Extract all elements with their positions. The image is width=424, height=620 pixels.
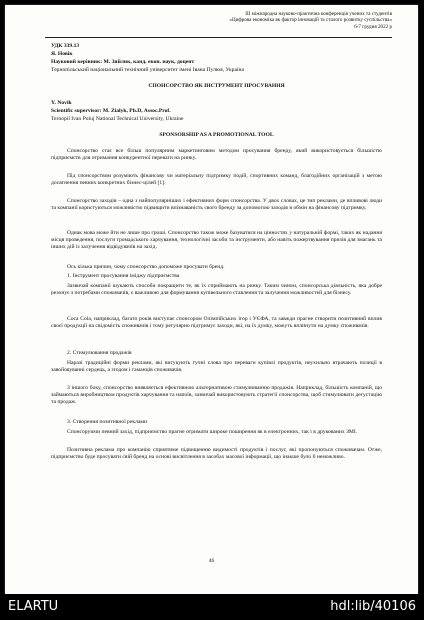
supervisor-en: Scientific supervisor: M. Zialyk, Ph.D, Assoc.Prof. bbox=[51, 108, 171, 114]
conference-date: 6-7 грудня 2022 р bbox=[354, 23, 392, 30]
title-ua: СПОНСОРСТВО ЯК ІНСТРУМЕНТ ПРОСУВАННЯ bbox=[148, 83, 285, 89]
udk-code: УДК 339.13 bbox=[51, 43, 80, 49]
paragraph-2: Під спонсорством розуміють фінансову чи матеріальну підтримку подій, спортивних команд, благодійних організацій з метою досягнення певних конкретних бізнес-цілей [1]. bbox=[51, 173, 382, 187]
paragraph-10: Спонсоруючи певний захід, підприємство прагне отримати широке поширення як в електронних, так і в друкованих ЗМІ. bbox=[67, 429, 358, 435]
supervisor-ua: Науковий керівник: М. Зяйлик, канд. екон. наук, доцент bbox=[51, 59, 195, 65]
paragraph-4: Однак мова може йти не лише про гроші. Спонсорство також може базуватися на цінностях у натуральній формі, таких як надання місця проведення, послуги громадського харчування, технологічні засоби та інструменти, або навіть пожертвування призів для змагань та інших дій із залучення відвідувачів на захід. bbox=[51, 230, 382, 251]
paragraph-7: Coca Cola, наприклад, багато років виступає спонсором Олімпійських ігор і УЄФА, та завжди прагне створити позитивний вплив своєї продукції на свідомість споживачів і тому регулярно підтримує заходи, які, на їх думку, можуть вплинути на думку споживачів. bbox=[51, 316, 382, 330]
paragraph-9: З іншого боку, спонсорство виявляється ефективною альтернативою стимулюванню продажів. Наприклад, більшість компаній, що займаються виробництвом продуктів харчування та напоїв, зазвичай використовують стратегії спонсорства, щоб стимулювати дегустацію та продаж. bbox=[51, 385, 382, 406]
paragraph-5: Ось кілька причин, чому спонсорство допоможе просувати бренд. bbox=[67, 264, 225, 270]
section-heading-1: 1. Інструмент просування іміджу підприємства bbox=[67, 273, 180, 279]
section-heading-3: 3. Створення позитивної реклами bbox=[67, 419, 147, 425]
repository-footer bbox=[0, 594, 424, 620]
paragraph-3: Спонсорство заходів – одна з найпопулярніших і ефективних форм спонсорства. У двох словах, це тип реклами, де впливові люди та компанії користуються можливістю підвищити впізнаваність свого бренду за допомогою заходів в обмін на фінансову підтримку. bbox=[51, 198, 382, 212]
document-page bbox=[5, 5, 418, 594]
page-number: 46 bbox=[208, 558, 215, 564]
footer-repository-name: ELARTU bbox=[8, 599, 59, 614]
affiliation-ua: Тернопільський національний технічний університет імені Івана Пулюя, Україна bbox=[51, 67, 244, 73]
header-divider bbox=[45, 37, 392, 38]
conference-header bbox=[112, 11, 392, 30]
author-en: Y. Novik bbox=[51, 100, 72, 106]
paragraph-11: Позитивна реклама про компанію сприятиме підвищенню видимості продуктів і послуг, які пропонуються споживачам. Отже, підприємство буде просувати свій бренд на основі висвітлення в засобах масової інформації, що інакше було б неможливо. bbox=[51, 447, 382, 461]
affiliation-en: Ternopil Ivan Puluj National Technical University, Ukraine bbox=[51, 116, 184, 122]
conference-line-2: «Цифрова економіка як фактор інновацій та сталого розвитку суспільства» bbox=[229, 17, 392, 24]
author-ua: Я. Новік bbox=[51, 51, 73, 57]
paragraph-6: Зазвичай компанії шукають способи покращити те, як їх сприймають на ринку. Таким чином, спонсорська діяльність, яка добре резонує з потребами споживачів, є важливою для формування купівельного ставлення та залучення можливостей для бізнесу. bbox=[51, 283, 382, 297]
conference-line-1: ІІІ міжнародна науково-практична конференція учених та студентів bbox=[245, 11, 392, 17]
footer-handle: hdl:lib/40106 bbox=[330, 599, 416, 614]
section-heading-2: 2. Стимулювання продажів bbox=[67, 350, 132, 356]
paragraph-1: Спонсорство стає все більш популярним маркетинговим методом просування бренду, який використовується більшістю підприємств для отримання конкурентної переваги на ринку. bbox=[51, 148, 382, 162]
paragraph-8: Наразі традиційні форми реклами, які вигукують гучні слова про переваги купівлі продуктів, неухильно втрачають позиції в завойовуванні сердець, а згодом і гаманців споживачів. bbox=[51, 360, 382, 374]
title-en: SPONSORSHIP AS A PROMOTIONAL TOOL bbox=[159, 132, 274, 138]
